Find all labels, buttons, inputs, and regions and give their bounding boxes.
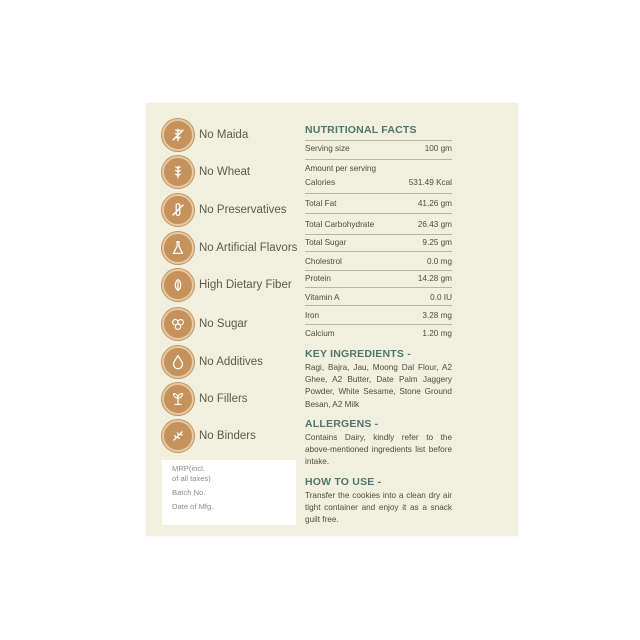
mfg-date-label: Date of Mfg. [172, 502, 214, 511]
divider [305, 193, 452, 194]
divider [305, 324, 452, 325]
amount-row [305, 164, 452, 173]
nutrient-row [305, 238, 452, 247]
nutrient-row [305, 178, 452, 187]
claim-no-binders [162, 419, 256, 453]
claim-label: No Maida [199, 129, 249, 141]
batch-label: Batch No. [172, 488, 206, 497]
nutrient-value: 9.25 gm [422, 238, 452, 247]
drop-icon [162, 346, 194, 378]
nutrition-title: NUTRITIONAL FACTS [305, 124, 417, 136]
allergens-text: Contains Dairy, kindly refer to the above-mentioned ingredients list before intake. [305, 433, 452, 467]
nutrient-name: Calories [305, 178, 336, 187]
nutrient-value: 3.28 mg [422, 311, 452, 320]
nutrient-name: Protein [305, 274, 331, 283]
claim-no-fillers [162, 382, 248, 416]
leaf-bunch-icon [162, 383, 194, 415]
allergens-section [305, 418, 452, 469]
nutrient-row [305, 199, 452, 208]
claim-label: No Artificial Flavors [199, 242, 298, 254]
divider [305, 140, 452, 141]
divider [305, 270, 452, 271]
serving-label: Serving size [305, 144, 350, 153]
serving-value: 100 gm [424, 144, 452, 153]
mrp-box [162, 460, 296, 525]
key-ingredients-section [305, 348, 452, 411]
nutrient-row [305, 257, 452, 266]
nutrient-value: 41.26 gm [417, 199, 452, 208]
nutrient-row [305, 220, 452, 229]
allergens-title: ALLERGENS - [305, 418, 379, 430]
claim-label: No Additives [199, 356, 263, 368]
claim-no-wheat [162, 155, 250, 189]
nutrient-name: Calcium [305, 329, 335, 338]
nutrient-value: 0.0 IU [430, 293, 452, 302]
divider [305, 305, 452, 306]
nutrient-row [305, 293, 452, 302]
divider [305, 213, 452, 214]
claim-no-artificial-flavors [162, 231, 297, 265]
nutrient-name: Cholestrol [305, 257, 342, 266]
claim-label: No Preservatives [199, 204, 287, 216]
claim-no-maida [162, 118, 248, 152]
branch-icon [162, 420, 194, 452]
claim-no-preservatives [162, 193, 287, 227]
claim-label: No Binders [199, 430, 256, 442]
wheat-icon [162, 156, 194, 188]
how-to-use-title: HOW TO USE - [305, 476, 382, 488]
flask-icon [162, 232, 194, 264]
nutrient-name: Total Fat [305, 199, 337, 208]
nutrient-name: Total Carbohydrate [305, 220, 375, 229]
key-ingredients-text: Ragi, Bajra, Jau, Moong Dal Flour, A2 Ghee, A2 Butter, Date Palm Jaggery Powder, White Sesame, Stone Ground Besan, A2 Milk [305, 363, 452, 409]
claim-no-sugar [162, 307, 248, 341]
nutrient-name: Vitamin A [305, 293, 340, 302]
claim-label: No Wheat [199, 166, 251, 178]
amount-per-serving-label: Amount per serving [305, 164, 376, 173]
claim-label: No Sugar [199, 318, 248, 330]
sugar-cubes-icon [162, 308, 194, 340]
nutrient-value: 1.20 mg [422, 329, 452, 338]
divider [305, 287, 452, 288]
test-tube-icon [162, 194, 194, 226]
nutrient-value: 531.49 Kcal [408, 178, 452, 187]
nutrient-row [305, 329, 452, 338]
wheat-crossed-icon [162, 119, 194, 151]
how-to-use-section [305, 476, 452, 527]
claim-label: No Fillers [199, 393, 248, 405]
nutrient-row [305, 274, 452, 283]
nutrient-value: 0.0 mg [426, 257, 452, 266]
claim-label: High Dietary Fiber [199, 279, 292, 291]
claim-no-additives [162, 345, 263, 379]
nutrient-value: 26.43 gm [417, 220, 452, 229]
mrp-label: MRP(incl. [172, 464, 205, 473]
divider [305, 159, 452, 160]
serving-row [305, 144, 452, 153]
nutrient-row [305, 311, 452, 320]
how-to-use-text: Transfer the cookies into a clean dry air tight container and enjoy it as a snack guilt free. [305, 491, 452, 525]
key-ingredients-title: KEY INGREDIENTS - [305, 348, 411, 360]
divider [305, 251, 452, 252]
nutrient-value: 14.28 gm [417, 274, 452, 283]
mrp-label-taxes: of all taxes) [172, 474, 211, 483]
claim-high-dietary-fiber [162, 268, 292, 302]
divider [305, 234, 452, 235]
fiber-icon [162, 269, 194, 301]
nutrient-name: Iron [305, 311, 320, 320]
nutrient-name: Total Sugar [305, 238, 347, 247]
